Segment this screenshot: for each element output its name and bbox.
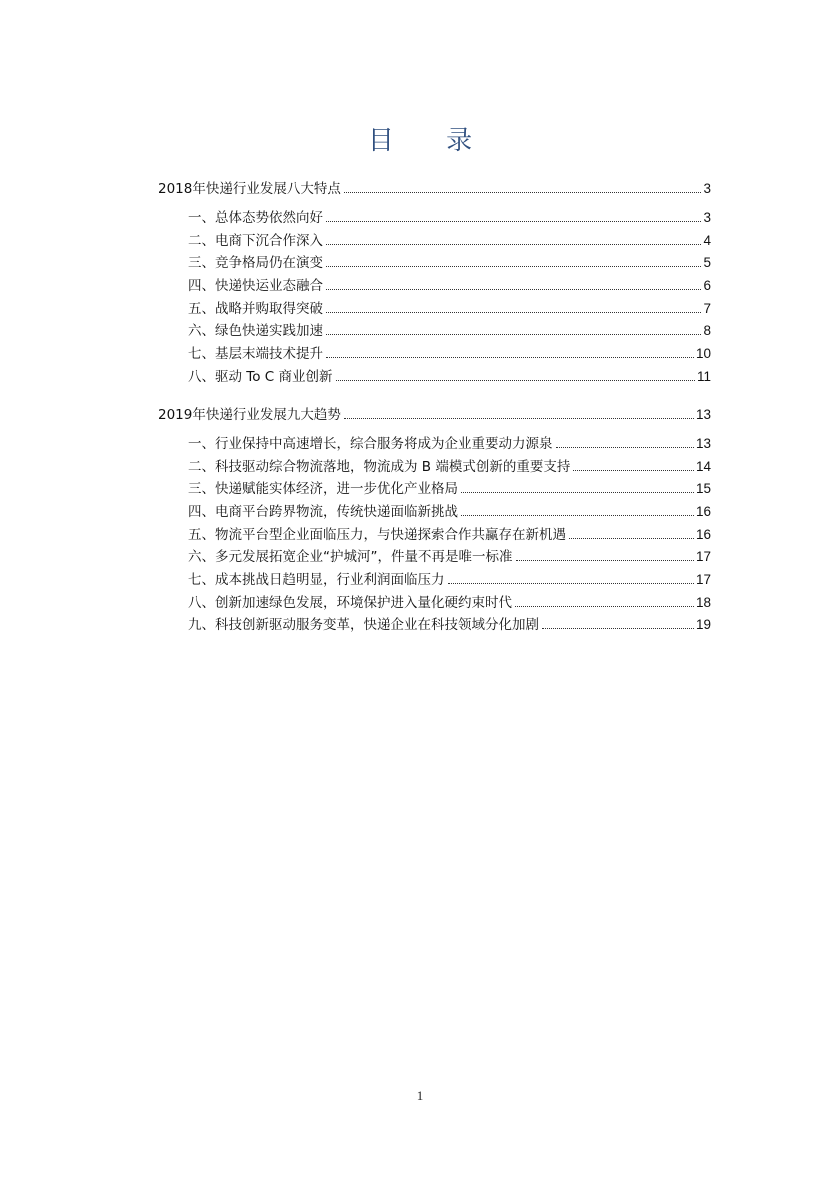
toc-entry-label: 六、绿色快递实践加速 [188, 323, 323, 340]
toc-entry[interactable] [158, 250, 711, 271]
toc-entry[interactable] [158, 296, 711, 317]
toc-page-number: 13 [695, 406, 711, 422]
dot-leader [516, 560, 694, 561]
toc-section-heading[interactable] [158, 402, 711, 423]
toc-entry[interactable] [158, 454, 711, 475]
dot-leader [326, 289, 701, 290]
toc-page-number: 10 [695, 346, 711, 362]
toc-page-number: 15 [695, 481, 711, 497]
toc-entry-label: 一、行业保持中高速增长，综合服务将成为企业重要动力源泉 [188, 435, 553, 452]
toc-entry[interactable] [158, 431, 711, 452]
toc-entry[interactable] [158, 205, 711, 226]
toc-page-number: 14 [695, 458, 711, 474]
toc-entry-label: 四、快递快运业态融合 [188, 278, 323, 295]
toc-entry-label: 二、科技驱动综合物流落地，物流成为 B 端模式创新的重要支持 [188, 458, 571, 475]
toc-entry[interactable] [158, 318, 711, 339]
toc-page-number: 7 [703, 300, 711, 316]
toc-page-number: 6 [703, 278, 711, 294]
page-number: 1 [416, 1088, 424, 1103]
toc-entry[interactable] [158, 522, 711, 543]
toc-entry-label: 六、多元发展拓宽企业“护城河”，件量不再是唯一标准 [188, 549, 513, 566]
toc-page-number: 4 [703, 232, 711, 248]
toc-entry-label: 一、总体态势依然向好 [188, 210, 323, 226]
toc-entry-label: 三、快递赋能实体经济，进一步优化产业格局 [188, 481, 458, 498]
dot-leader [461, 492, 694, 493]
toc-entry[interactable] [158, 273, 711, 294]
toc-entry-label: 七、成本挑战日趋明显，行业利润面临压力 [188, 571, 445, 588]
dot-leader [336, 380, 695, 381]
toc-entry[interactable] [158, 476, 711, 497]
toc-entry-label: 九、科技创新驱动服务变革，快递企业在科技领域分化加剧 [188, 617, 539, 634]
dot-leader [556, 447, 694, 448]
dot-leader [344, 192, 702, 193]
dot-leader [326, 312, 701, 313]
dot-leader [448, 583, 694, 584]
toc-entry-label: 四、电商平台跨界物流，传统快递面临新挑战 [188, 503, 458, 520]
toc-entry-label: 八、创新加速绿色发展，环境保护进入量化硬约束时代 [188, 594, 512, 611]
toc-section [158, 402, 711, 634]
dot-leader [461, 515, 694, 516]
toc-page-number: 13 [695, 435, 711, 451]
toc-entry[interactable] [158, 499, 711, 520]
dot-leader [326, 221, 701, 222]
toc-section-heading[interactable] [158, 176, 711, 197]
dot-leader [515, 606, 694, 607]
toc-entry[interactable] [158, 590, 711, 611]
dot-leader [344, 418, 694, 419]
toc-title: 目 录 [367, 126, 495, 156]
toc-entry-label: 三、竞争格局仍在演变 [188, 255, 323, 272]
toc-page-number: 3 [703, 210, 711, 225]
toc-entry[interactable] [158, 364, 711, 385]
toc-heading-label: 2019年快递行业发展九大趋势 [158, 406, 341, 423]
table-of-contents [158, 176, 711, 635]
toc-page-number: 8 [703, 323, 711, 339]
dot-leader [326, 357, 694, 358]
toc-page-number: 16 [695, 503, 711, 519]
toc-page-number: 16 [695, 526, 711, 542]
toc-page-number: 3 [703, 181, 711, 196]
toc-entry-label: 五、战略并购取得突破 [188, 300, 323, 317]
toc-entry[interactable] [158, 612, 711, 633]
dot-leader [326, 334, 701, 335]
toc-heading-label: 2018年快递行业发展八大特点 [158, 181, 341, 197]
toc-page-number: 19 [695, 617, 711, 633]
toc-entry[interactable] [158, 228, 711, 249]
toc-page-number: 17 [695, 549, 711, 565]
toc-page-number: 18 [695, 594, 711, 610]
dot-leader [326, 244, 701, 245]
toc-entry-label: 五、物流平台型企业面临压力，与快递探索合作共赢存在新机遇 [188, 526, 566, 543]
dot-leader [573, 470, 694, 471]
dot-leader [542, 628, 694, 629]
toc-entry-label: 八、驱动 To C 商业创新 [188, 368, 333, 385]
dot-leader [569, 538, 694, 539]
toc-section [158, 176, 711, 385]
toc-page-number: 17 [695, 571, 711, 587]
toc-page-number: 11 [696, 368, 711, 384]
toc-entry[interactable] [158, 544, 711, 565]
toc-entry[interactable] [158, 567, 711, 588]
dot-leader [326, 266, 701, 267]
toc-entry[interactable] [158, 341, 711, 362]
toc-page-number: 5 [703, 255, 711, 271]
toc-entry-label: 二、电商下沉合作深入 [188, 232, 323, 249]
toc-entry-label: 七、基层末端技术提升 [188, 346, 323, 363]
